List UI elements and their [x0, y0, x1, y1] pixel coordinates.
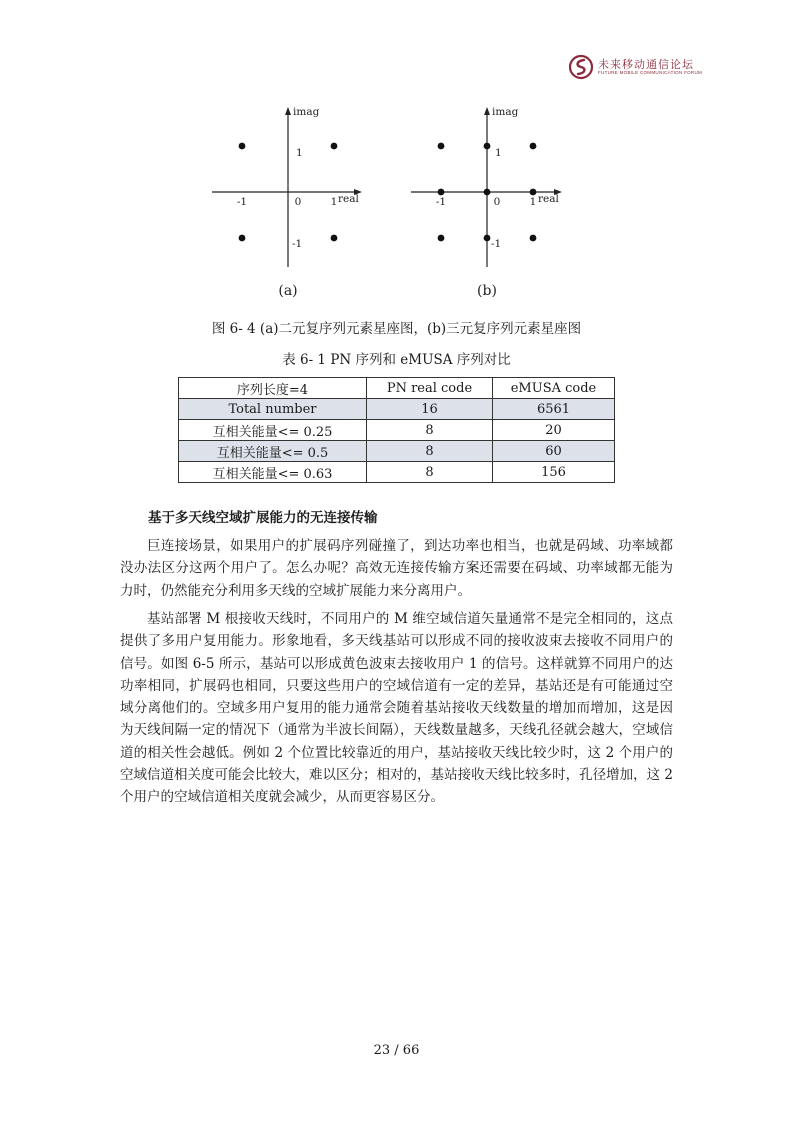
- x-tick-label: 0: [294, 196, 302, 208]
- table-header-row: [179, 378, 615, 399]
- page-number: 23 / 66: [373, 1043, 420, 1058]
- y-tick-label: 1: [495, 147, 502, 159]
- constellation-point: [530, 143, 537, 150]
- x-tick-label: 1: [529, 196, 537, 208]
- table-cell: Total number: [179, 399, 367, 420]
- table-row: [179, 420, 615, 441]
- table-cell: 16: [367, 399, 493, 420]
- constellation-point: [239, 235, 246, 242]
- table-cell: 互相关能量<= 0.25: [179, 420, 367, 441]
- header-cell: PN real code: [367, 378, 493, 399]
- panel-label: (b): [477, 283, 497, 299]
- constellation-point: [331, 143, 338, 150]
- table-row: [179, 441, 615, 462]
- y-tick-label: -1: [491, 238, 502, 250]
- paragraph-1: 巨连接场景，如果用户的扩展码序列碰撞了，到达功率也相当，也就是码域、功率域都没办法区分这两个用户了。怎么办呢？高效无连接传输方案还需要在码域、功率域都无能为力时，仍然能充分利用多天线的空域扩展能力来分离用户。: [120, 538, 673, 599]
- constellation-point: [484, 189, 491, 196]
- constellation-point: [530, 235, 537, 242]
- table-row: [179, 399, 615, 420]
- table-cell: 互相关能量<= 0.63: [179, 462, 367, 483]
- logo-english-text: FUTURE MOBILE COMMUNICATION FORUM: [598, 70, 703, 75]
- constellation-point: [438, 235, 445, 242]
- table-caption: 表 6- 1 PN 序列和 eMUSA 序列对比: [282, 352, 511, 368]
- x-tick-label: -1: [236, 196, 248, 208]
- forum-logo: [568, 52, 708, 82]
- panel-a-plot: [212, 106, 362, 299]
- x-axis-label: real: [538, 193, 559, 205]
- x-tick-label: -1: [435, 196, 447, 208]
- paragraph-2: 基站部署 M 根接收天线时，不同用户的 M 维空域信道矢量通常不是完全相同的，这点提供了多用户复用能力。形象地看，多天线基站可以形成不同的接收波束去接收不同用户的信号。如图 6-5 所示，基站可以形成黄色波束去接收用户 1 的信号。这样就算不同用户的达功率相同，扩展码也相同，只要这些用户的空域信道有一定的差异，基站还是有可能通过空域分离他们的。空域多用户复用的能力通常会随着基站接收天线数量的增加而增加，这是因为天线间隔一定的情况下（通常为半波长间隔），天线数量越多，天线孔径就会越大，空域信道的相关性会越低。例如 2 个位置比较靠近的用户，基站接收天线比较少时，这 2 个用户的空域信道相关度可能会比较大，难以区分；相对的，基站接收天线比较多时，孔径增加，这 2 个用户的空域信道相关度就会减少，从而更容易区分。: [120, 611, 673, 806]
- table-cell: 互相关能量<= 0.5: [179, 441, 367, 462]
- table-cell: 8: [367, 462, 493, 483]
- y-axis-label: imag: [293, 106, 320, 118]
- table-cell: 6561: [493, 399, 615, 420]
- x-axis-label: real: [338, 193, 359, 205]
- table-cell: 60: [493, 441, 615, 462]
- y-axis-label: imag: [492, 106, 519, 118]
- x-tick-label: 0: [493, 196, 501, 208]
- x-tick-label: 1: [330, 196, 338, 208]
- constellation-point: [438, 143, 445, 150]
- constellation-point: [438, 189, 445, 196]
- figure-caption: 图 6- 4 (a)二元复序列元素星座图，(b)三元复序列元素星座图: [211, 321, 582, 337]
- constellation-point: [484, 235, 491, 242]
- forum-logo-icon: [568, 54, 594, 80]
- constellation-point: [331, 235, 338, 242]
- table-cell: 20: [493, 420, 615, 441]
- constellation-point: [530, 189, 537, 196]
- panel-b-plot: [411, 106, 562, 299]
- table-cell: 8: [367, 441, 493, 462]
- constellation-figure: [0, 95, 793, 310]
- constellation-point: [239, 143, 246, 150]
- header-cell: 序列长度=4: [179, 378, 367, 399]
- comparison-table: [178, 377, 615, 483]
- section-heading: 基于多天线空域扩展能力的无连接传输: [148, 510, 378, 526]
- panel-label: (a): [278, 283, 298, 299]
- header-cell: eMUSA code: [493, 378, 615, 399]
- y-axis-arrow: [285, 107, 291, 115]
- table-cell: 8: [367, 420, 493, 441]
- logo-chinese-text: 未来移动通信论坛: [598, 58, 694, 71]
- y-axis-arrow: [484, 107, 490, 115]
- table-cell: 156: [493, 462, 615, 483]
- y-tick-label: -1: [292, 238, 303, 250]
- table-row: [179, 462, 615, 483]
- constellation-point: [484, 143, 491, 150]
- y-tick-label: 1: [296, 147, 303, 159]
